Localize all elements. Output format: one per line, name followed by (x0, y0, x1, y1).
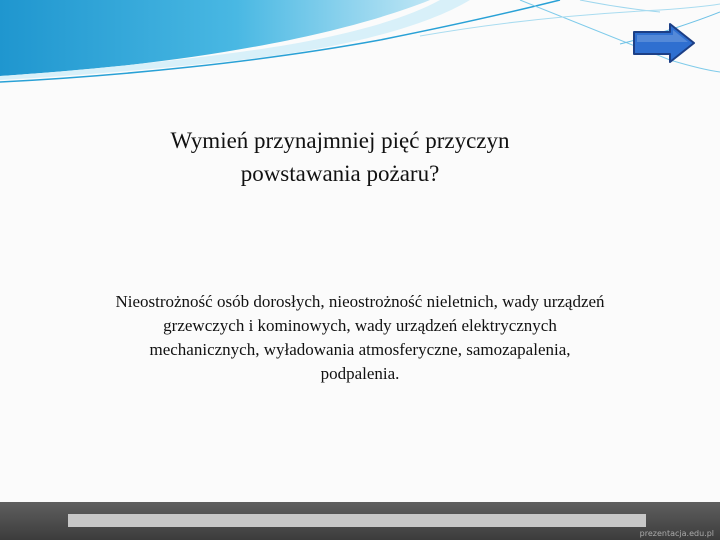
header-wave-decoration (0, 0, 720, 90)
title-line: Wymień przynajmniej pięć przyczyn (170, 128, 510, 153)
answer-line: mechanicznych, wyładowania atmosferyczne, samozapalenia, (149, 340, 571, 359)
title-line: powstawania pożaru? (240, 161, 440, 186)
answer-text (58, 290, 662, 386)
progress-track (68, 514, 646, 527)
answer-line: podpalenia. (320, 364, 400, 383)
slide-title (80, 124, 600, 190)
answer-line: grzewczych i kominowych, wady urządzeń elektrycznych (163, 316, 557, 335)
answer-line: Nieostrożność osób dorosłych, nieostrożność nieletnich, wady urządzeń (115, 292, 605, 311)
arrow-right-icon (634, 24, 694, 62)
source-watermark: prezentacja.edu.pl (639, 529, 714, 538)
next-slide-button[interactable] (632, 22, 696, 64)
footer-bar (0, 502, 720, 540)
